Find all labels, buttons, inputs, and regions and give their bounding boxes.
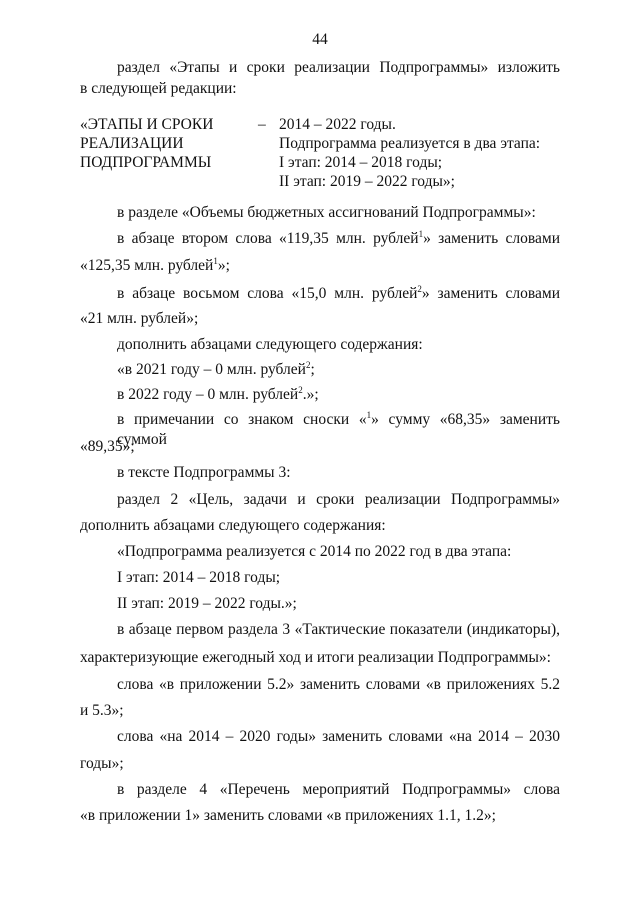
paragraph-line: в разделе «Объемы бюджетных ассигнований Подпрограммы»: xyxy=(117,204,536,221)
paragraph-line: «в 2021 году – 0 млн. рублей$^2$; xyxy=(117,360,315,378)
paragraph-line: в 2022 году – 0 млн. рублей$^2$.»; xyxy=(117,385,319,403)
stages-text-line: II этап: 2019 – 2022 годы»; xyxy=(279,173,455,190)
paragraph-line: годы»; xyxy=(80,755,124,772)
stages-dash: – xyxy=(258,116,266,133)
paragraph-line: в тексте Подпрограммы 3: xyxy=(117,464,291,481)
paragraph-line: дополнить абзацами следующего содержания: xyxy=(80,517,386,534)
paragraph-line: и 5.3»; xyxy=(80,702,124,719)
paragraph-line: в абзаце втором слова «119,35 млн. рублей$^1$» заменить словами xyxy=(117,229,560,247)
paragraph-line: в примечании со знаком сноски «$^1$» сумму «68,35» заменить суммой xyxy=(117,410,560,448)
page-number: 44 xyxy=(312,31,328,48)
paragraph-line: «в приложении 1» заменить словами «в приложениях 1.1, 1.2»; xyxy=(80,807,496,824)
stages-title-line: ПОДПРОГРАММЫ xyxy=(80,154,212,171)
paragraph-line: в следующей редакции: xyxy=(80,80,237,97)
paragraph-line: в разделе 4 «Перечень мероприятий Подпрограммы» слова xyxy=(117,781,560,798)
stages-text-block xyxy=(279,115,569,191)
paragraph-line: раздел «Этапы и сроки реализации Подпрограммы» изложить xyxy=(117,59,560,76)
stages-title-line: РЕАЛИЗАЦИИ xyxy=(80,135,184,152)
paragraph-line: I этап: 2014 – 2018 годы; xyxy=(117,569,281,586)
stages-text-line: Подпрограмма реализуется в два этапа: xyxy=(279,135,541,152)
paragraph-line: «125,35 млн. рублей$^1$»; xyxy=(80,256,230,274)
paragraph-line: дополнить абзацами следующего содержания: xyxy=(117,336,423,353)
paragraph-line: II этап: 2019 – 2022 годы.»; xyxy=(117,595,297,612)
paragraph-line: в абзаце первом раздела 3 «Тактические показатели (индикаторы), xyxy=(117,621,560,638)
paragraph-line: слова «на 2014 – 2020 годы» заменить словами «на 2014 – 2030 xyxy=(117,728,560,745)
paragraph-line: слова «в приложении 5.2» заменить словами «в приложениях 5.2 xyxy=(117,676,560,693)
paragraph-line: «89,35»; xyxy=(80,438,135,455)
paragraph-line: «Подпрограмма реализуется с 2014 по 2022 год в два этапа: xyxy=(117,543,512,560)
stages-title-line: «ЭТАПЫ И СРОКИ xyxy=(80,116,214,133)
paragraph-line: в абзаце восьмом слова «15,0 млн. рублей$^2$» заменить словами xyxy=(117,284,560,302)
paragraph-line: характеризующие ежегодный ход и итоги реализации Подпрограммы»: xyxy=(80,649,551,666)
paragraph-line: раздел 2 «Цель, задачи и сроки реализации Подпрограммы» xyxy=(117,491,560,508)
stages-text-line: 2014 – 2022 годы. xyxy=(279,116,396,133)
stages-text-line: I этап: 2014 – 2018 годы; xyxy=(279,154,443,171)
paragraph-line: «21 млн. рублей»; xyxy=(80,310,199,327)
stages-title-block xyxy=(80,115,250,172)
